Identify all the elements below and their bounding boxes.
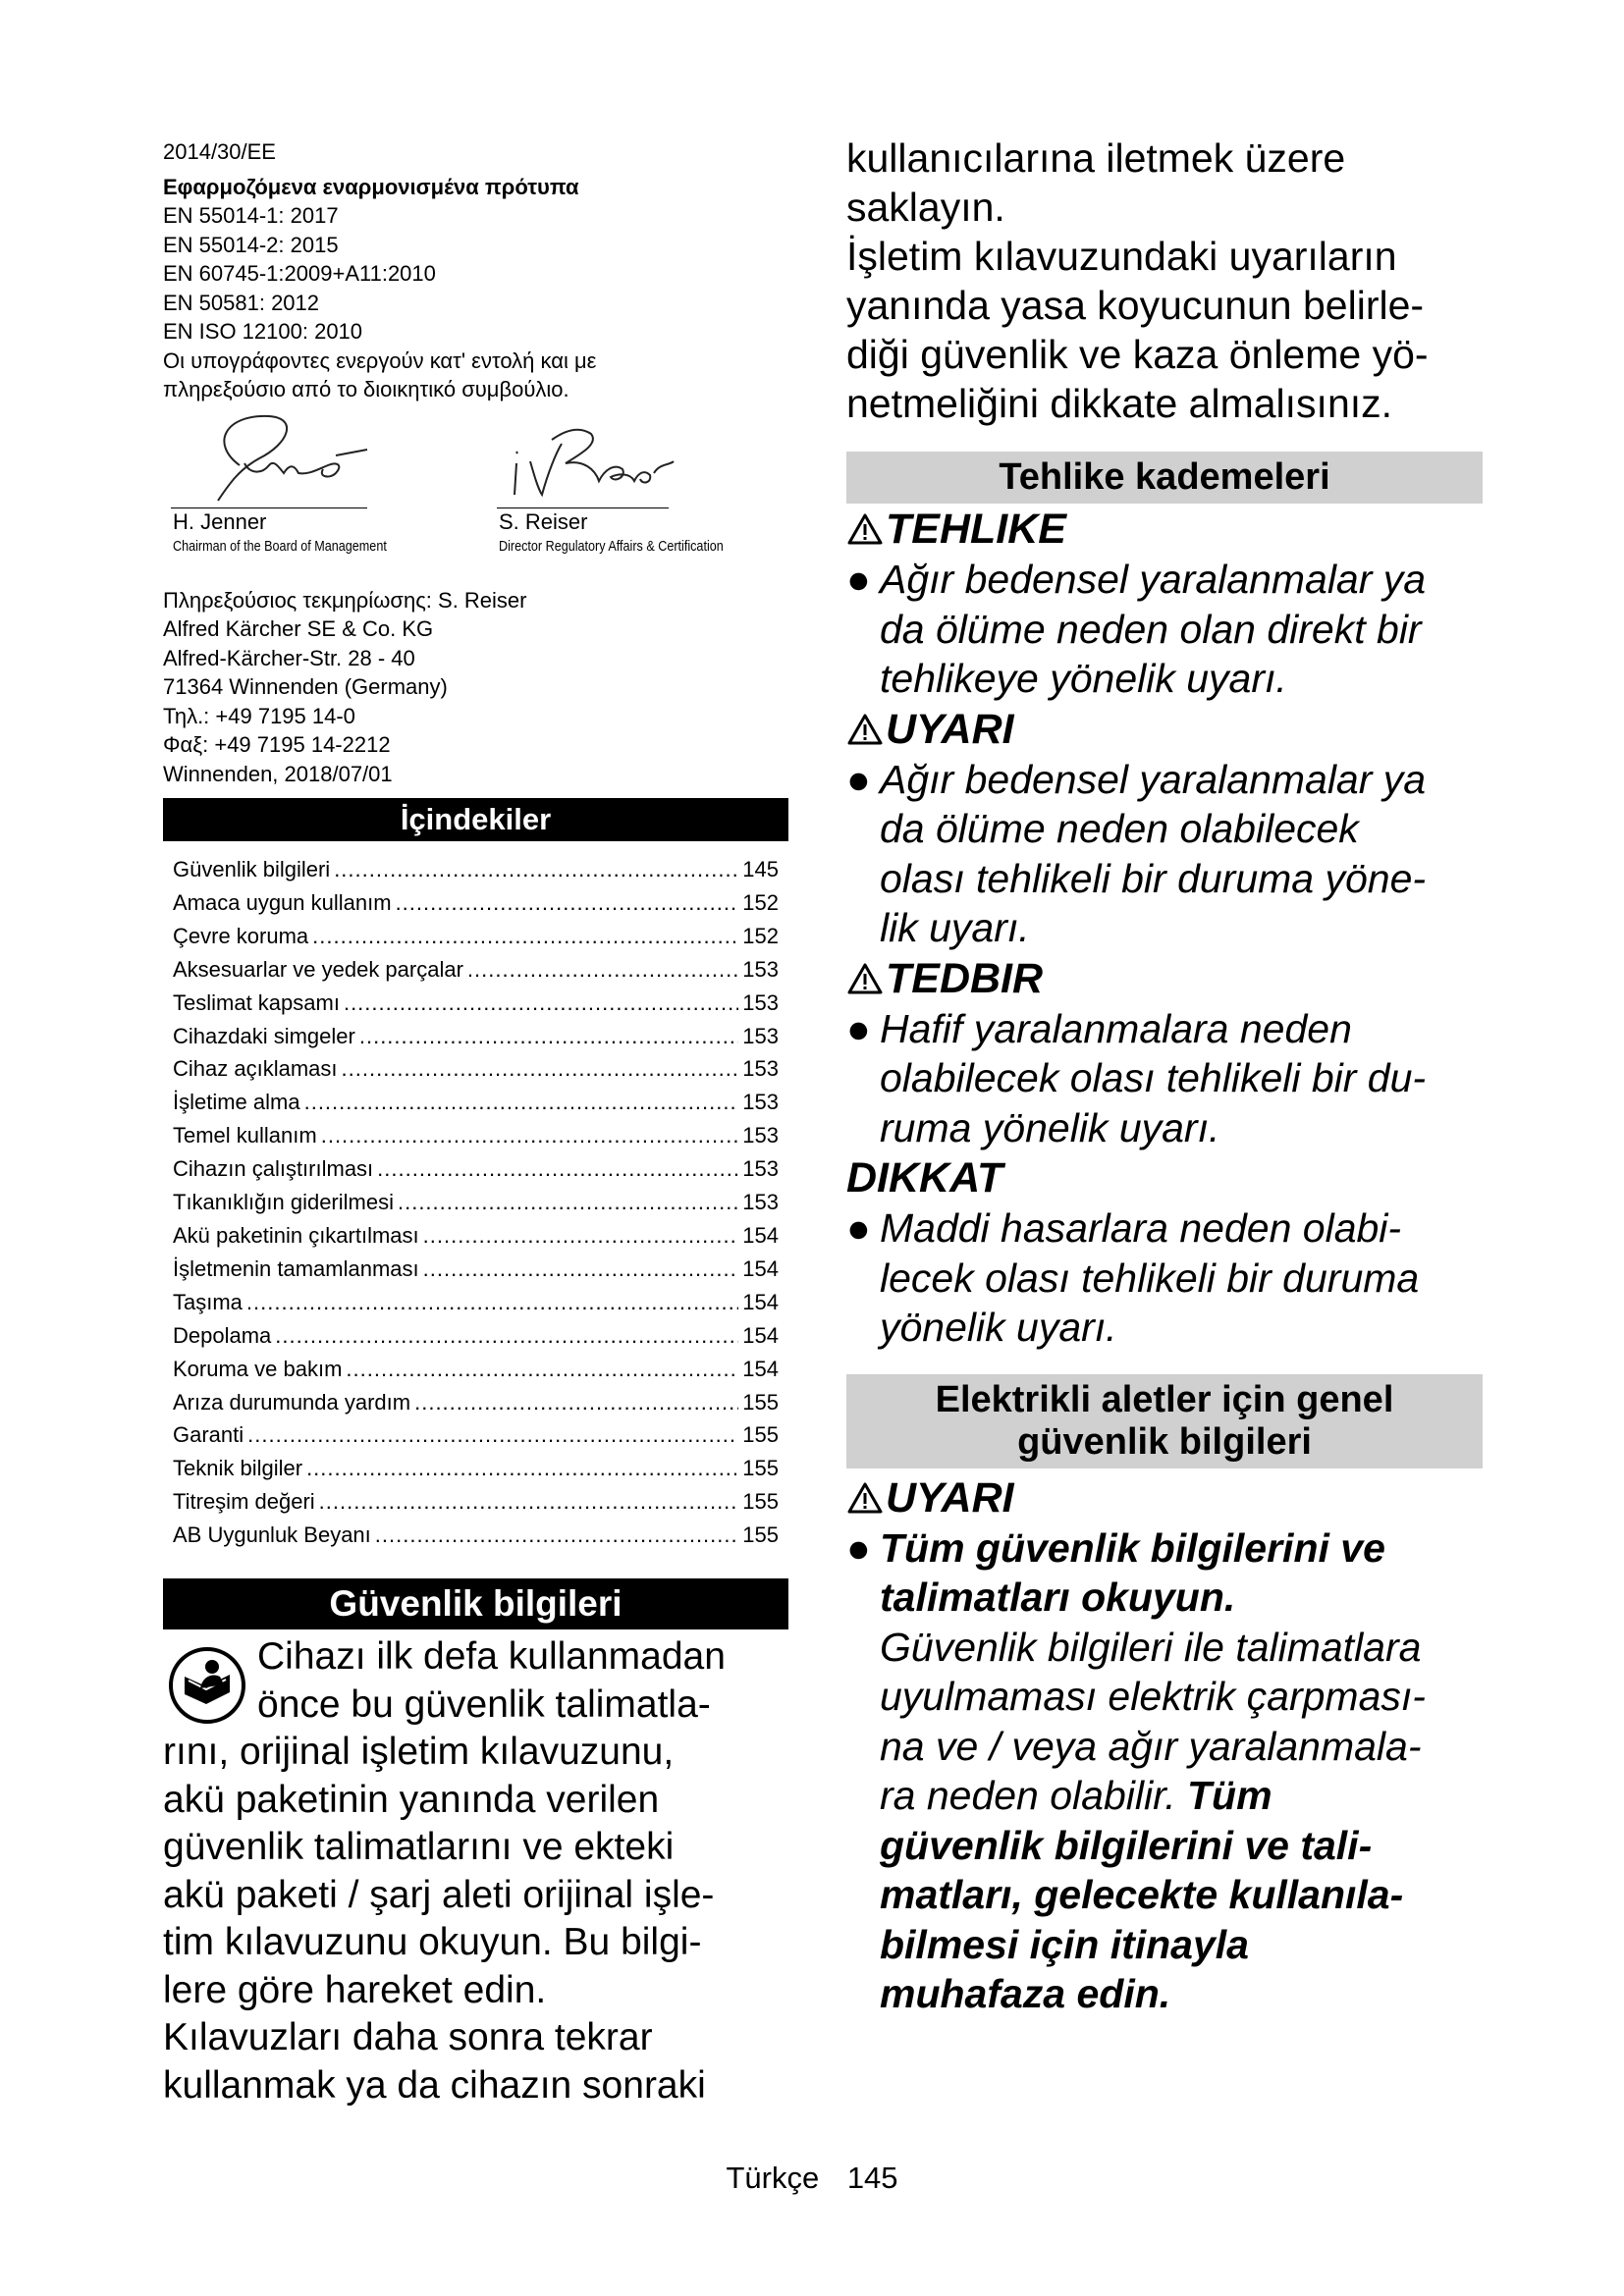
signatory-name: S. Reiser — [499, 508, 588, 534]
toc-item-label: Cihazın çalıştırılması — [173, 1156, 374, 1182]
toc-leader-dots — [306, 1452, 738, 1485]
safety-line: Cihazı ilk defa kullanmadan — [257, 1635, 726, 1679]
toc-item-page: 155 — [742, 1456, 779, 1481]
toc-item[interactable] — [173, 1386, 779, 1419]
toc-item-label: Titreşim değeri — [173, 1489, 315, 1515]
hazard-description — [846, 555, 1483, 704]
intro-continued — [846, 133, 1483, 428]
general-title-line: Elektrikli aletler için genel — [935, 1378, 1394, 1420]
bullet-dot: ● — [846, 1005, 871, 1051]
toc-item-page: 152 — [742, 923, 779, 948]
bullet-dot: ● — [846, 1524, 871, 1571]
safety-line: kullanmak ya da cihazın sonraki — [163, 2063, 706, 2107]
signal-word: UYARI — [886, 705, 1014, 753]
safety-intro — [163, 1633, 788, 2109]
bold-tail: muhafaza edin. — [880, 1971, 1171, 2016]
contact-line: Alfred-Kärcher-Str. 28 - 40 — [163, 645, 415, 670]
signature-line — [497, 507, 669, 508]
intro-line: İşletim kılavuzundaki uyarıların — [846, 234, 1397, 279]
toc-item[interactable] — [173, 1119, 779, 1152]
toc-item-page: 155 — [742, 1389, 779, 1415]
safety-line: rını, orijinal işletim kılavuzunu, — [163, 1731, 675, 1774]
signature-line — [171, 507, 367, 508]
toc-item[interactable] — [173, 1519, 779, 1552]
general-title-line: güvenlik bilgileri — [1017, 1420, 1312, 1463]
bold-tail: Tüm — [1187, 1773, 1272, 1818]
toc-item-page: 153 — [742, 989, 779, 1015]
toc-item-label: İşletmenin tamamlanması — [173, 1255, 419, 1281]
toc-leader-dots — [467, 953, 738, 987]
toc-item[interactable] — [173, 853, 779, 886]
toc-item-label: Taşıma — [173, 1289, 243, 1314]
toc-item-label: Arıza durumunda yardım — [173, 1389, 411, 1415]
bold-tail: güvenlik bilgilerini ve tali- — [880, 1822, 1373, 1868]
toc-item-label: Teknik bilgiler — [173, 1456, 303, 1481]
general-line-text: ra neden olabilir. — [880, 1773, 1188, 1818]
signatories-note: Οι υπογράφοντες ενεργούν κατ' εντολή και με — [163, 347, 597, 373]
toc-item-page: 153 — [742, 1190, 779, 1215]
toc-leader-dots — [334, 853, 738, 886]
toc-leader-dots — [319, 1485, 739, 1519]
page-number: 145 — [846, 2161, 898, 2195]
toc-item[interactable] — [173, 1052, 779, 1086]
toc-leader-dots — [414, 1386, 738, 1419]
hazard-line: Ağır bedensel yaralanmalar ya — [880, 756, 1427, 802]
bold-tail: bilmesi için itinayla — [880, 1921, 1249, 1967]
hazard-line: Ağır bedensel yaralanmalar ya — [880, 557, 1427, 602]
intro-line: diği güvenlik ve kaza önleme yö- — [846, 332, 1429, 377]
toc-item-page: 152 — [742, 889, 779, 915]
contact-line: Winnenden, 2018/07/01 — [163, 761, 393, 786]
hazard-line: Hafif yaralanmalara neden — [880, 1005, 1352, 1051]
standard-line: EN 55014-1: 2017 — [163, 203, 339, 228]
signal-word-row — [846, 953, 1483, 1004]
toc-item-page: 155 — [742, 1522, 779, 1548]
signal-word-row — [846, 1152, 1483, 1203]
footer-language: Türkçe — [726, 2161, 820, 2195]
signature-block — [163, 404, 788, 586]
toc-item-page: 154 — [742, 1322, 779, 1348]
toc-leader-dots — [246, 1286, 738, 1319]
standard-line: EN ISO 12100: 2010 — [163, 319, 363, 344]
toc-item-label: Cihazdaki simgeler — [173, 1023, 355, 1048]
hazard-line: olabilecek olası tehlikeli bir du- — [880, 1055, 1427, 1100]
hazard-line: yönelik uyarı. — [880, 1305, 1117, 1350]
signal-word: TEHLIKE — [886, 506, 1066, 553]
hazard-line: tehlikeye yönelik uyarı. — [880, 656, 1287, 701]
toc-item-page: 154 — [742, 1222, 779, 1248]
table-of-contents — [163, 853, 788, 1552]
toc-item-page: 145 — [742, 857, 779, 881]
toc-leader-dots — [359, 1020, 738, 1053]
toc-item[interactable] — [173, 1186, 779, 1219]
toc-item-page: 154 — [742, 1255, 779, 1281]
toc-item-label: Koruma ve bakım — [173, 1356, 343, 1381]
toc-leader-dots — [398, 1186, 738, 1219]
handwritten-signature-icon — [497, 404, 693, 512]
signal-word-row — [846, 504, 1483, 555]
hazard-description — [846, 755, 1483, 953]
toc-item[interactable] — [173, 1219, 779, 1253]
standards-heading: Εφαρμοζόμενα εναρμονισμένα πρότυπα — [163, 174, 579, 199]
hazard-line: da ölüme neden olan direkt bir — [880, 606, 1422, 652]
standard-line: EN 55014-2: 2015 — [163, 232, 339, 257]
warning-triangle-icon — [846, 962, 884, 995]
general-line: uyulmaması elektrik çarpması- — [880, 1674, 1426, 1719]
toc-leader-dots — [423, 1253, 739, 1286]
toc-item[interactable] — [173, 886, 779, 920]
safety-line: lere göre hareket edin. — [163, 1968, 547, 2011]
standard-line: EN 60745-1:2009+A11:2010 — [163, 261, 436, 286]
safety-line: akü paketi / şarj aleti orijinal işle- — [163, 1873, 715, 1916]
hazard-line: lecek olası tehlikeli bir duruma — [880, 1255, 1420, 1301]
toc-item[interactable] — [173, 1086, 779, 1119]
toc-item-page: 153 — [742, 956, 779, 982]
intro-line: kullanıcılarına iletmek üzere — [846, 135, 1346, 181]
warning-triangle-icon — [846, 512, 884, 546]
toc-item-label: AB Uygunluk Beyanı — [173, 1522, 371, 1548]
general-safety-title — [846, 1374, 1483, 1468]
intro-line: saklayın. — [846, 185, 1005, 230]
general-line: na ve / veya ağır yaralanmala- — [880, 1723, 1422, 1769]
toc-title: İçindekiler — [163, 798, 788, 841]
left-column — [163, 137, 788, 2109]
signature-reiser — [497, 404, 724, 555]
toc-leader-dots — [275, 1319, 738, 1353]
hazard-levels-title: Tehlike kademeleri — [846, 452, 1483, 504]
toc-item-page: 153 — [742, 1023, 779, 1048]
section-title-safety: Güvenlik bilgileri — [163, 1578, 788, 1629]
general-line: Güvenlik bilgileri ile talimatlara — [880, 1624, 1422, 1670]
hazard-levels — [846, 504, 1483, 1353]
signal-word: DIKKAT — [846, 1154, 1003, 1201]
toc-item-label: Depolama — [173, 1322, 272, 1348]
safety-line: güvenlik talimatlarını ve ekteki — [163, 1826, 675, 1869]
toc-leader-dots — [312, 920, 738, 953]
read-manual-icon — [167, 1645, 247, 1726]
toc-item[interactable] — [173, 1452, 779, 1485]
safety-line: önce bu güvenlik talimatla- — [257, 1682, 711, 1726]
hazard-line: da ölüme neden olabilecek — [880, 806, 1359, 851]
toc-item-page: 155 — [742, 1489, 779, 1515]
contact-block — [163, 586, 788, 789]
bullet-dot: ● — [846, 1205, 871, 1251]
general-line — [880, 1771, 1483, 1821]
contact-line: Alfred Kärcher SE & Co. KG — [163, 616, 434, 641]
page-footer — [0, 2161, 1624, 2196]
safety-line: akü paketinin yanında verilen — [163, 1778, 660, 1821]
toc-leader-dots — [342, 1052, 739, 1086]
toc-leader-dots — [396, 886, 739, 920]
hazard-line: ruma yönelik uyarı. — [880, 1104, 1220, 1150]
bold-lead: talimatları okuyun. — [880, 1575, 1236, 1620]
toc-item[interactable] — [173, 1286, 779, 1319]
hazard-description — [846, 1004, 1483, 1153]
contact-line: Τηλ.: +49 7195 14-0 — [163, 703, 355, 728]
toc-item-label: İşletime alma — [173, 1090, 300, 1115]
bold-tail: matları, gelecekte kullanıla- — [880, 1872, 1404, 1917]
hazard-line: lik uyarı. — [880, 905, 1030, 950]
safety-line: Kılavuzları daha sonra tekrar — [163, 2016, 653, 2059]
right-column — [846, 133, 1483, 2019]
toc-item-label: Teslimat kapsamı — [173, 989, 340, 1015]
toc-item[interactable] — [173, 953, 779, 987]
toc-leader-dots — [346, 1353, 738, 1386]
toc-item-label: Aksesuarlar ve yedek parçalar — [173, 956, 463, 982]
signatory-role: Chairman of the Board of Management — [173, 537, 387, 555]
toc-leader-dots — [344, 987, 738, 1020]
toc-item-page: 153 — [742, 1090, 779, 1115]
toc-leader-dots — [377, 1152, 738, 1186]
signal-word: UYARI — [886, 1473, 1014, 1522]
toc-leader-dots — [304, 1086, 739, 1119]
intro-line: netmeliğini dikkate almalısınız. — [846, 381, 1393, 426]
toc-item-page: 153 — [742, 1056, 779, 1082]
toc-item-label: Çevre koruma — [173, 923, 309, 948]
toc-item-label: Akü paketinin çıkartılması — [173, 1222, 419, 1248]
signatory-role: Director Regulatory Affairs & Certification — [499, 537, 724, 555]
general-warning-word — [846, 1472, 1483, 1523]
toc-leader-dots — [247, 1418, 738, 1452]
standard-line: EN 50581: 2012 — [163, 290, 320, 315]
toc-item-label: Temel kullanım — [173, 1123, 317, 1148]
toc-item[interactable] — [173, 1485, 779, 1519]
general-warning-bullet — [846, 1523, 1483, 2019]
toc-item-page: 154 — [742, 1356, 779, 1381]
toc-item[interactable] — [173, 1253, 779, 1286]
warning-triangle-icon — [846, 1481, 884, 1515]
contact-line: 71364 Winnenden (Germany) — [163, 674, 448, 699]
hazard-line: olası tehlikeli bir duruma yöne- — [880, 855, 1427, 901]
signal-word-row — [846, 704, 1483, 755]
toc-item-label: Güvenlik bilgileri — [173, 857, 331, 881]
toc-item[interactable] — [173, 1152, 779, 1186]
toc-item-label: Tıkanıklığın giderilmesi — [173, 1190, 394, 1215]
toc-item-page: 154 — [742, 1289, 779, 1314]
contact-line: Πληρεξούσιος τεκμηρίωσης: S. Reiser — [163, 587, 527, 613]
bullet-dot: ● — [846, 557, 871, 602]
intro-line: yanında yasa koyucunun belirle- — [846, 283, 1425, 328]
signal-word: TEDBIR — [886, 954, 1044, 1002]
toc-item[interactable] — [173, 920, 779, 953]
signature-jenner — [171, 404, 387, 555]
handwritten-signature-icon — [171, 404, 387, 512]
toc-item[interactable] — [173, 987, 779, 1020]
toc-item-page: 155 — [742, 1422, 779, 1448]
toc-item[interactable] — [173, 1020, 779, 1053]
safety-line: tim kılavuzunu okuyun. Bu bilgi- — [163, 1921, 702, 1964]
hazard-description — [846, 1203, 1483, 1353]
bold-lead: Tüm güvenlik bilgilerini ve — [880, 1524, 1385, 1571]
toc-item-label: Amaca uygun kullanım — [173, 889, 392, 915]
signatories-note: πληρεξούσιο από το διοικητικό συμβούλιο. — [163, 377, 569, 401]
toc-leader-dots — [321, 1119, 739, 1152]
warning-triangle-icon — [846, 713, 884, 746]
toc-item[interactable] — [173, 1418, 779, 1452]
toc-item-label: Cihaz açıklaması — [173, 1056, 338, 1082]
toc-item[interactable] — [173, 1353, 779, 1386]
toc-item-page: 153 — [742, 1123, 779, 1148]
toc-leader-dots — [423, 1219, 739, 1253]
toc-leader-dots — [375, 1519, 739, 1552]
standards-list — [163, 201, 788, 347]
bullet-dot: ● — [846, 756, 871, 802]
contact-line: Φαξ: +49 7195 14-2212 — [163, 732, 391, 757]
signatory-name: H. Jenner — [173, 508, 267, 534]
directive: 2014/30/EE — [163, 139, 276, 164]
toc-item-page: 153 — [742, 1156, 779, 1182]
toc-item-label: Garanti — [173, 1422, 244, 1448]
toc-item[interactable] — [173, 1319, 779, 1353]
hazard-line: Maddi hasarlara neden olabi- — [880, 1205, 1402, 1251]
